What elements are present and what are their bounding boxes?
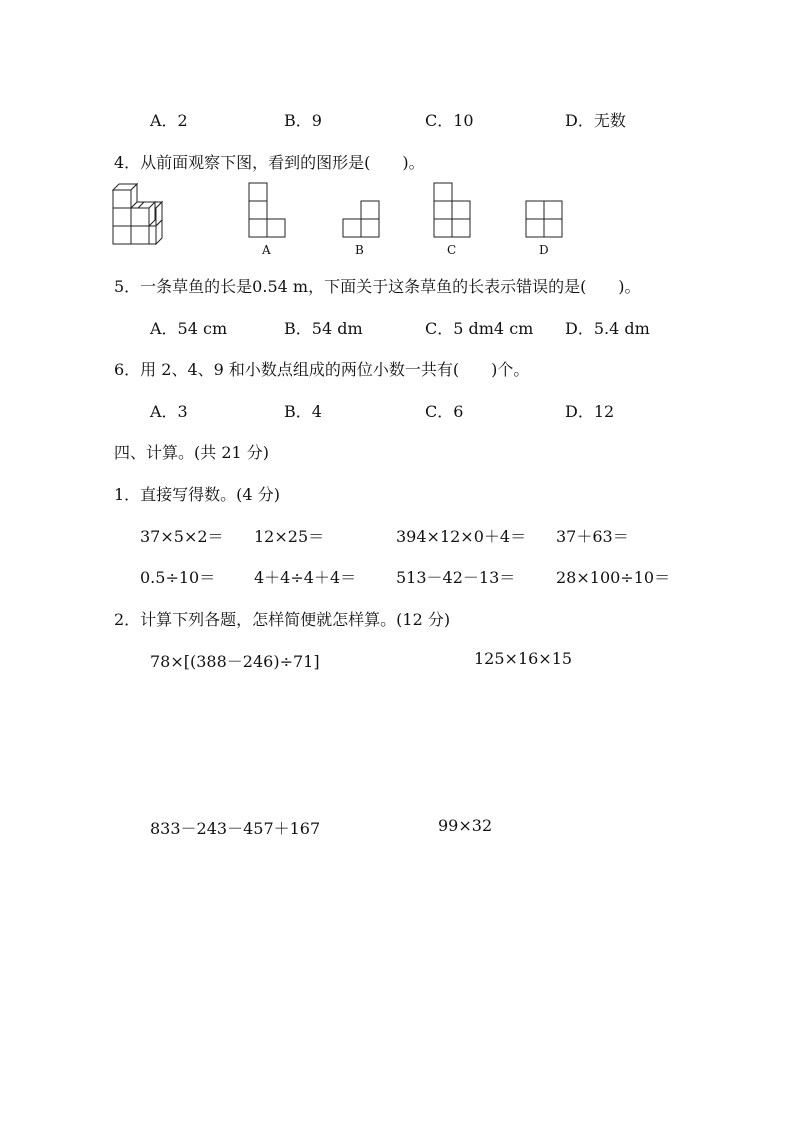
expression-item: 99×32	[438, 816, 493, 835]
q4-label-c: C	[447, 243, 457, 257]
q4-label-d: D	[539, 243, 549, 257]
q4-option-d-figure	[525, 200, 565, 238]
q6-stem: 6．用 2、4、9 和小数点组成的两位小数一共有( )个。	[114, 360, 530, 379]
calc-item: 394×12×0＋4＝	[396, 527, 527, 546]
section4-part2-title: 2．计算下列各题，怎样简便就怎样算。(12 分)	[114, 610, 451, 629]
q4-option-b-figure	[342, 200, 382, 238]
expression-item: 833－243－457＋167	[150, 819, 321, 838]
calc-item: 513－42－13＝	[396, 568, 516, 587]
calc-item: 28×100÷10＝	[556, 568, 671, 587]
q5-option-c: C．5 dm4 cm	[425, 319, 534, 338]
calc-item: 0.5÷10＝	[140, 568, 216, 587]
calc-item: 12×25＝	[254, 527, 325, 546]
q4-stem: 4．从前面观察下图，看到的图形是( )。	[114, 153, 425, 172]
q3-option-c: C．10	[425, 111, 474, 130]
q6-option-d: D．12	[565, 402, 615, 421]
expression-item: 125×16×15	[474, 649, 573, 668]
q5-option-a: A．54 cm	[150, 319, 228, 338]
q3-option-a: A．2	[150, 111, 188, 130]
q4-option-c-figure	[433, 182, 473, 238]
q5-option-b: B．54 dm	[284, 319, 363, 338]
calc-item: 37＋63＝	[556, 527, 629, 546]
expression-item: 78×[(388－246)÷71]	[150, 652, 320, 671]
q4-label-a: A	[262, 243, 271, 257]
q5-option-d: D．5.4 dm	[565, 319, 650, 338]
q4-solid-figure	[110, 182, 170, 254]
section4-part1-title: 1．直接写得数。(4 分)	[114, 485, 280, 504]
q6-option-c: C．6	[425, 402, 464, 421]
q6-option-b: B．4	[284, 402, 322, 421]
q4-label-b: B	[355, 243, 364, 257]
q3-option-b: B．9	[284, 111, 322, 130]
calc-item: 4＋4÷4＋4＝	[254, 568, 357, 587]
calc-item: 37×5×2＝	[140, 527, 224, 546]
q6-option-a: A．3	[150, 402, 188, 421]
section4-title: 四、计算。(共 21 分)	[114, 443, 270, 462]
q3-option-d: D．无数	[565, 111, 626, 130]
q4-option-a-figure	[248, 182, 288, 238]
q5-stem: 5．一条草鱼的长是0.54 m，下面关于这条草鱼的长表示错误的是( )。	[114, 277, 641, 296]
